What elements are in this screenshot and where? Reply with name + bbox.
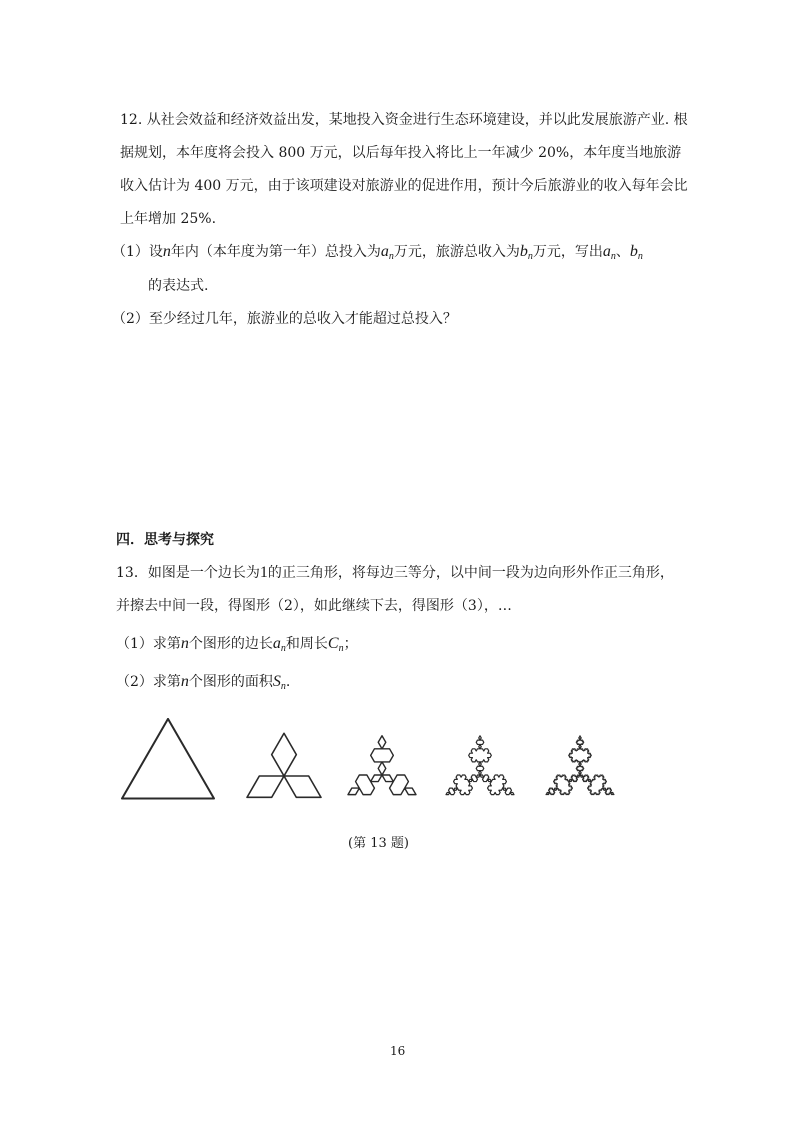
var-c-base: C bbox=[327, 635, 339, 652]
figure-2-star-of-david-icon bbox=[247, 733, 321, 797]
var-n: n bbox=[180, 673, 189, 690]
var-a-sub: n bbox=[388, 251, 394, 262]
var-a-n bbox=[381, 243, 394, 260]
var-n: n bbox=[162, 243, 171, 260]
q13-part-1 bbox=[116, 634, 358, 659]
var-n: n bbox=[180, 635, 189, 652]
q12-part-2: （2）至少经过几年，旅游业的总收入才能超过总投入？ bbox=[112, 311, 457, 327]
value-one: 1 bbox=[259, 564, 268, 581]
q12-line-4: 上年增加 25%. bbox=[120, 211, 217, 227]
var-b-n bbox=[520, 243, 533, 260]
q13-part-1-text-d: ； bbox=[343, 636, 358, 652]
q13-part-1-text-a: （1）求第 bbox=[116, 636, 181, 652]
q12-part-1-text-e: 、 bbox=[615, 244, 630, 260]
koch-figures-svg bbox=[110, 718, 650, 828]
var-s-n bbox=[273, 673, 286, 690]
q13-line-1 bbox=[116, 563, 674, 583]
var-a-base: a bbox=[272, 635, 281, 652]
koch-figures bbox=[110, 718, 650, 828]
var-b-n-2 bbox=[630, 243, 643, 260]
var-s-base: S bbox=[272, 673, 281, 690]
q13-line-1-text-b: 的正三角形，将每边三等分，以中间一段为边向形外作正三角形， bbox=[267, 565, 674, 581]
q12-part-1-text-a: （1）设 bbox=[112, 244, 163, 260]
var-a-n-2 bbox=[603, 243, 616, 260]
var-a2-base: a bbox=[602, 243, 611, 260]
q12-line-1: 12. 从社会效益和经济效益出发，某地投入资金进行生态环境建设，并以此发展旅游产业. 根 bbox=[120, 112, 688, 128]
var-b-base: b bbox=[519, 243, 528, 260]
var-c-sub: n bbox=[338, 643, 344, 654]
figure-1-triangle-icon bbox=[122, 719, 214, 799]
q12-part-1-cont: 的表达式. bbox=[148, 278, 209, 294]
figure-caption: (第 13 题) bbox=[348, 836, 409, 851]
var-b2-sub: n bbox=[637, 251, 643, 262]
q13-part-2 bbox=[116, 672, 290, 697]
q13-part-2-text-b: 个图形的面积 bbox=[188, 674, 273, 690]
var-b-sub: n bbox=[527, 251, 533, 262]
figure-4-koch-snowflake-icon bbox=[446, 736, 514, 795]
q12-line-2: 据规划，本年度将会投入 800 万元，以后每年投入将比上一年减少 20%，本年度当地旅游 bbox=[120, 145, 682, 161]
q12-part-1-text-d: 万元，写出 bbox=[532, 244, 603, 260]
page-number: 16 bbox=[390, 1044, 406, 1058]
section-heading: 四．思考与探究 bbox=[116, 532, 214, 548]
var-a-base: a bbox=[380, 243, 389, 260]
var-a-n bbox=[273, 635, 286, 652]
q13-part-2-text-c: . bbox=[285, 674, 291, 690]
figure-3-koch-snowflake-icon bbox=[348, 736, 416, 795]
var-s-sub: n bbox=[280, 681, 286, 692]
var-a2-sub: n bbox=[610, 251, 616, 262]
q13-line-1-text-a: 13．如图是一个边长为 bbox=[116, 565, 260, 581]
var-b2-base: b bbox=[629, 243, 638, 260]
q13-part-1-text-b: 个图形的边长 bbox=[188, 636, 273, 652]
q12-line-3: 收入估计为 400 万元，由于该项建设对旅游业的促进作用，预计今后旅游业的收入每年会比 bbox=[120, 178, 688, 194]
var-c-n bbox=[328, 635, 344, 652]
var-a-sub: n bbox=[280, 643, 286, 654]
q13-part-2-text-a: （2）求第 bbox=[116, 674, 181, 690]
q12-part-1-text-b: 年内（本年度为第一年）总投入为 bbox=[170, 244, 381, 260]
q13-line-2: 并擦去中间一段，得图形（2），如此继续下去，得图形（3），… bbox=[116, 598, 512, 614]
figure-5-koch-snowflake-icon bbox=[546, 736, 614, 795]
q13-part-1-text-c: 和周长 bbox=[285, 636, 328, 652]
q12-part-1-text-c: 万元，旅游总收入为 bbox=[393, 244, 520, 260]
q12-part-1 bbox=[112, 242, 643, 267]
